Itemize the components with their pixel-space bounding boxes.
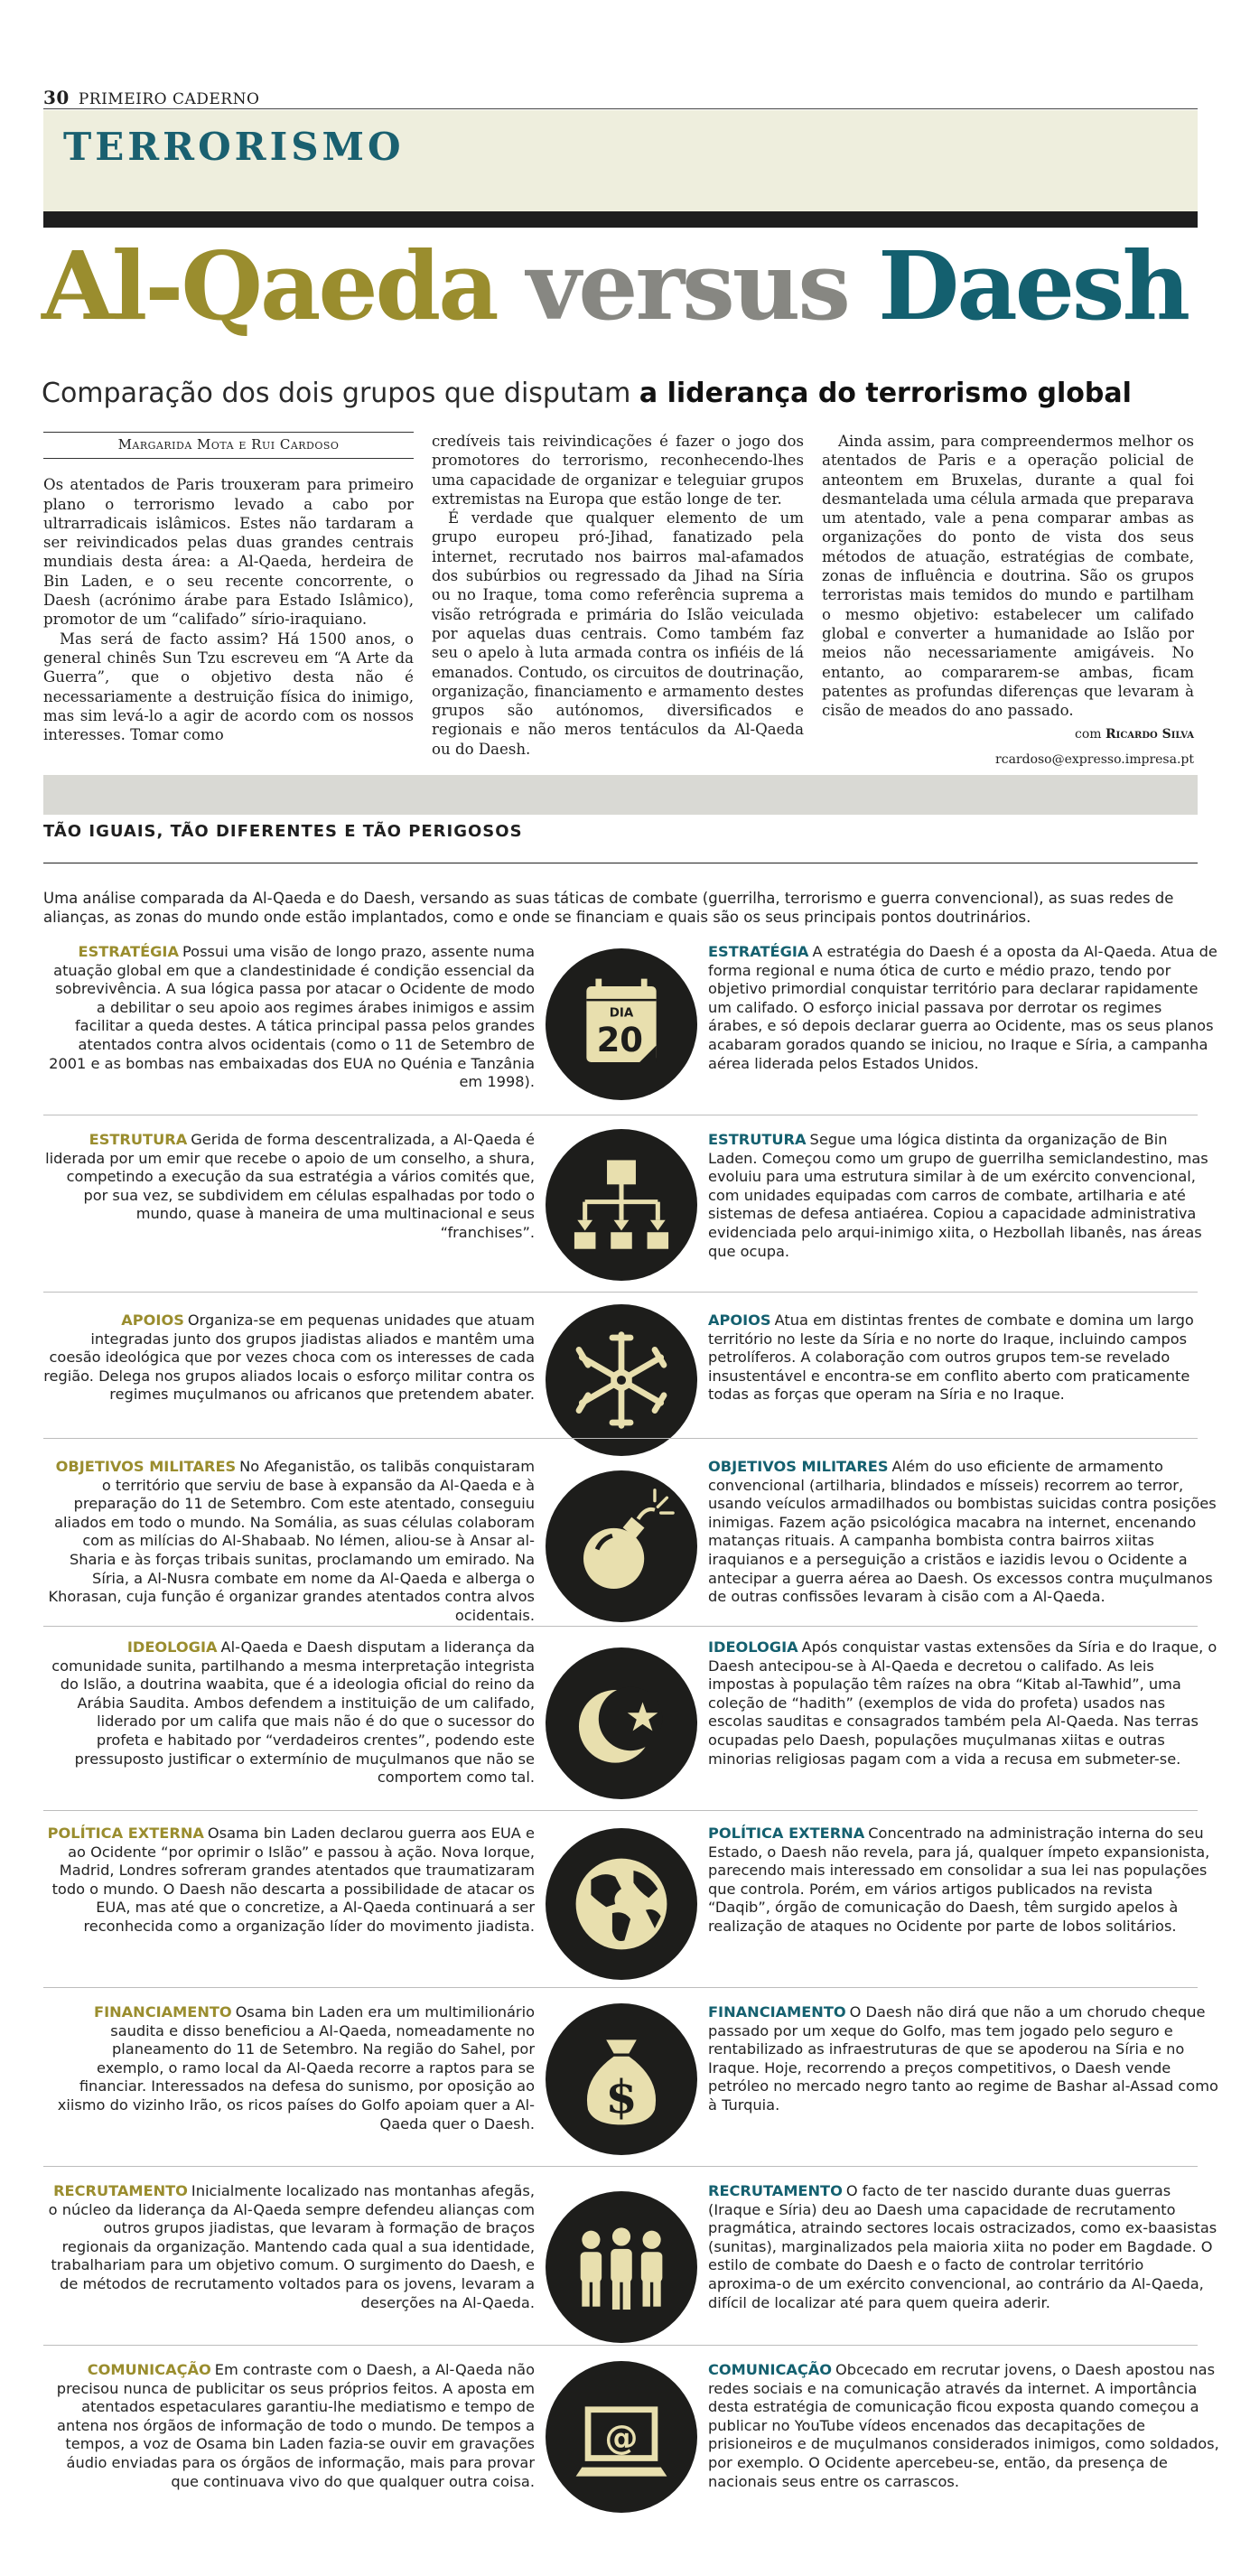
signature [822, 725, 1194, 744]
comparison-row [43, 2361, 1219, 2524]
people-icon [546, 2191, 697, 2343]
al-qaeda-text [43, 2182, 535, 2312]
calendar-label: DIA [609, 1006, 634, 1021]
row-divider [43, 1438, 1198, 1439]
row-key: ESTRATÉGIA [78, 943, 179, 960]
al-qaeda-body: Possui uma visão de longo prazo, assente numa atuação global em que a clandestinidade é condição essencial da sobrevivência. A sua lógica passa por atacar o Ocidente de modo a debilitar o seu apoio aos regimes árabes inimigos e assim facilitar a queda destes. A tática principal passa pelos grandes atentados contra alvos ocidentais (como o 11 de Setembro de 2001 e as bombas nas embaixadas dos EUA no Quénia e Tanzânia em 1998). [49, 943, 535, 1091]
article-paragraph: credíveis tais reivindicações é fazer o jogo dos promotores do terrorismo, reconhecendo-lhes uma capacidade de organizar e teleguiar grupos extremistas na Europa que estão longe de ter. [432, 433, 804, 508]
row-key: APOIOS [708, 1311, 771, 1329]
headline-part3: Daesh [878, 230, 1189, 341]
row-divider [43, 1292, 1198, 1293]
subhead-bold: a liderança do terrorismo global [639, 378, 1132, 409]
comparison-row [43, 943, 1217, 1107]
article-column-1 [43, 432, 414, 744]
row-key: ESTRUTURA [708, 1131, 807, 1148]
al-qaeda-text [43, 1458, 535, 1625]
at-sign-icon [546, 2361, 697, 2513]
row-key: OBJETIVOS MILITARES [55, 1458, 237, 1475]
daesh-text [708, 1638, 1219, 1769]
subheadline [42, 378, 1132, 409]
page-header [43, 87, 259, 108]
daesh-text [708, 1458, 1219, 1607]
daesh-body: A estratégia do Daesh é a oposta da Al-Qaeda. Atua de forma regional e numa ótica de curto e médio prazo, tendo por objetivo primordial conquistar território para declarar rapidamente um califado. O esforço inicial passava por derrotar os regimes árabes, e só depois declarar guerra ao Ocidente, mas os seus planos acabaram gorados quando se iniciou, no Iraque e Síria, a campanha aérea liderada pelos Estados Unidos. [708, 943, 1217, 1072]
al-qaeda-body: Osama bin Laden declarou guerra aos EUA e ao Ocidente “por oprimir o Islão” e passou à ação. Nova Iorque, Madrid, Londres sofreram grandes atentados que traumatizaram todo o mundo. O Daesh não descarta a possibilidade de atacar os EUA, mas até que o concretize, a Al-Qaeda continuará a ser reconhecida como a organização líder do movimento jiadista. [51, 1825, 535, 1935]
infographic-title: TÃO IGUAIS, TÃO DIFERENTES E TÃO PERIGOSOS [43, 822, 523, 841]
row-divider [43, 1810, 1198, 1811]
al-qaeda-text [43, 2361, 535, 2491]
row-key: COMUNICAÇÃO [708, 2361, 833, 2378]
article-paragraph: Mas será de facto assim? Há 1500 anos, o general chinês Sun Tzu escreveu em “A Arte da Guerra”, que o objetivo desta não é necessariamente a destruição física do inimigo, mas sim levá-lo a agir de acordo com os nossos interesses. Tomar como [43, 630, 414, 744]
infographic-band [43, 775, 1198, 815]
row-divider [43, 2345, 1198, 2346]
infographic-intro: Uma análise comparada da Al-Qaeda e do Daesh, versando as suas táticas de combate (guerrilha, terrorismo e guerra convencional), as suas redes de alianças, as zonas do mundo onde estão implantados, como e onde se financiam e quais são os seus principais pontos doutrinários. [43, 890, 1174, 926]
row-divider [43, 1987, 1198, 1988]
calendar-day: 20 [596, 1021, 644, 1060]
al-qaeda-text [43, 2003, 535, 2133]
author-email[interactable]: rcardoso@expresso.impresa.pt [995, 751, 1194, 767]
row-key: FINANCIAMENTO [708, 2003, 846, 2021]
row-key: APOIOS [121, 1311, 184, 1329]
al-qaeda-text [43, 1638, 535, 1787]
crescent-star-icon [546, 1647, 697, 1799]
signature-prefix: com [1075, 727, 1102, 742]
comparison-row [43, 1458, 1217, 1629]
row-divider [43, 1626, 1198, 1627]
comparison-row [43, 1825, 1210, 1987]
al-qaeda-body: No Afeganistão, os talibãs conquistaram o território que serviu de base à expansão da Al-Qaeda e à preparação do 11 de Setembro. Com este atentado, conseguiu aliados em todo o mundo. Na Somália, as suas células colaboram com as milícias do Al-Shabaab. No Iémen, aliou-se à Ansar al-Sharia e às forças tribais sunitas, proclamando um emirado. Na Síria, a Al-Nusra combate em nome da Al-Qaeda e alberga o Khorasan, cuja função é organizar grandes atentados contra alvos ocidentais. [48, 1458, 535, 1624]
comparison-row [43, 1131, 1208, 1284]
daesh-body: Atua em distintas frentes de combate e domina um largo território no leste da Síria e no norte do Iraque, incluindo campos petrolíferos. A colaboração com outros grupos tem-se revelado insustentável e encontra-se em conflito aberto com praticamente todas as forças que operam na Síria e no Iraque. [708, 1311, 1194, 1404]
comparison-row [43, 1638, 1217, 1810]
row-key: ESTRATÉGIA [708, 943, 809, 960]
org-chart-icon [546, 1129, 697, 1281]
daesh-body: Após conquistar vastas extensões da Síria e do Iraque, o Daesh antecipou-se à Al-Qaeda e decretou o califado. As leis impostas à população têm raízes na obra “Kitab al-Tawhid”, uma coleção de “hadith” (exemplos de vida do profeta) usados nas escolas sauditas e consagrados também pela Al-Qaeda. Nas terras ocupadas pelo Daesh, populações muçulmanas xiitas e outras minorias religiosas pagam com a vida a recusa em submeter-se. [708, 1638, 1217, 1768]
calendar-icon [546, 948, 697, 1100]
al-qaeda-body: Organiza-se em pequenas unidades que atuam integradas junto dos grupos jiadistas aliados e mantêm uma coesão ideológica que por vezes choca com os interesses de cada região. Delega nos grupos aliados locais o esforço militar contra os regimes muçulmanos ou africanos que pretendem abater. [43, 1311, 535, 1404]
daesh-text [708, 1825, 1219, 1937]
globe-icon [546, 1828, 697, 1980]
al-qaeda-text [43, 1131, 535, 1243]
headline-part2: versus [526, 230, 848, 341]
daesh-body: Além do uso eficiente de armamento convencional (artilharia, blindados e mísseis) recorrem ao terror, usando veículos armadilhados ou bombistas suicidas contra posições inimigas. Fazem ação psicológica macabra na internet, encenando matanças rituais. A campanha bombista contra bairros xiitas iraquianos e a perseguição a cristãos e iazidis levou o Ocidente a antecipar a guerra aérea ao Daesh. Os excessos contra muçulmanos de outras confissões levaram à cisão com a Al-Qaeda. [708, 1458, 1217, 1606]
daesh-text [708, 943, 1219, 1073]
comparison-row [43, 2182, 1217, 2345]
row-key: RECRUTAMENTO [708, 2182, 843, 2199]
svg-text:@: @ [604, 2418, 639, 2458]
daesh-body: Obcecado em recrutar jovens, o Daesh apostou nas redes sociais e na comunicação através da internet. A importância desta estratégia de comunicação ficou exposta quando começou a publicar no YouTube vídeos encenados das decapitações de prisioneiros e de muçulmanos considerados inimigos, como soldados, por exemplo. O Ocidente apercebeu-se, então, da presença de nacionais seus entre os carrascos. [708, 2361, 1219, 2490]
row-key: RECRUTAMENTO [53, 2182, 188, 2199]
article-column-3 [822, 432, 1194, 770]
row-key: IDEOLOGIA [126, 1638, 218, 1656]
row-key: POLÍTICA EXTERNA [708, 1825, 865, 1842]
row-key: FINANCIAMENTO [94, 2003, 232, 2021]
daesh-text [708, 1311, 1219, 1405]
svg-text:$: $ [605, 2069, 638, 2123]
al-qaeda-body: Gerida de forma descentralizada, a Al-Qaeda é liderada por um emir que recebe o apoio de um conselho, a shura, competindo a execução da sua estratégia a vários comités que, por sua vez, se subdividem em células espalhadas por todo o mundo, quase à maneira de uma multinacional e seus “franchises”. [45, 1131, 535, 1241]
daesh-body: Concentrado na administração interna do seu Estado, o Daesh não revela, para já, qualquer ímpeto expansionista, parecendo mais interessado em consolidar a sua lei nas populações que controla. Porém, em vários artigos publicados na revista “Daqib”, órgão de comunicação do Daesh, têm surgido apelos à realização de ataques no Ocidente por parte de lobos solitários. [708, 1825, 1210, 1935]
page-number: 30 [43, 87, 70, 108]
daesh-text [708, 2182, 1219, 2312]
article-paragraph: Ainda assim, para compreendermos melhor os atentados de Paris e a operação policial de anteontem em Bruxelas, durante a qual foi desmantelada uma célula armada que preparava um atentado, vale a pena comparar ambas as organizações do ponto de vista dos seus métodos de atuação, estratégias de combate, zonas de influência e doutrina. São os grupos terroristas mais temidos do mundo e partilham o mesmo objetivo: estabelecer um califado global e converter a humanidade ao Islão por meios não necessariamente amigáveis. No entanto, ao compararem-se ambas, ficam patentes as profundas diferenças que levaram à cisão de meados do ano passado. [822, 433, 1194, 720]
signature-name: Ricardo Silva [1105, 727, 1194, 742]
daesh-body: Segue uma lógica distinta da organização de Bin Laden. Começou como um grupo de guerrilha semiclandestino, mas evoluiu para uma estrutura similar à de um exército convencional, com unidades equipadas com carros de combate, artilharia e até sistemas de defesa antiaérea. Copiou a capacidade administrativa evidenciada pelo arqui-inimigo xiita, o Hezbollah libanês, nas áreas que ocupa. [708, 1131, 1208, 1260]
headline [42, 230, 1188, 341]
subhead-lead: Comparação dos dois grupos que disputam [42, 378, 639, 409]
article-paragraph: É verdade que qualquer elemento de um grupo europeu pró-Jihad, fanatizado pela internet, recrutado nos bairros mal-afamados dos subúrbios ou regressado da Jihad na Síria ou no Iraque, toma como referência suprema a visão retrógrada e primária do Islão veiculada por aquelas duas centrais. Como também faz seu o apelo à luta armada contra os infiéis de lá emanados. Contudo, os circuitos de doutrinação, organização, financiamento e armamento destes grupos são autónomos, diversificados e regionais e não meros tentáculos da Al-Qaeda ou do Daesh. [432, 509, 804, 758]
daesh-text [708, 2361, 1219, 2491]
comparison-row [43, 1311, 1198, 1447]
money-bag-icon [546, 2003, 697, 2155]
byline: Margarida Mota e Rui Cardoso [43, 432, 414, 459]
al-qaeda-text [43, 1825, 535, 1937]
bomb-icon [546, 1470, 697, 1622]
row-divider [43, 2166, 1198, 2167]
headline-bar [43, 211, 1198, 228]
al-qaeda-body: Al-Qaeda e Daesh disputam a liderança da comunidade sunita, partilhando a mesma interpretação integrista do Islão, a doutrina waabita, que é a ideologia oficial do reino da Arábia Saudita. Ambos defendem a instituição de um califado, liderado por um califa que mais não é do que o sucessor do profeta e habitado por “verdadeiros crentes”, podendo este pressuposto justificar o extermínio de muçulmanos que não se comportem como tal. [51, 1638, 535, 1787]
al-qaeda-body: Em contraste com o Daesh, a Al-Qaeda não precisou nunca de publicitar os seus próprios feitos. A aposta em atentados espetaculares garantiu-lhe mediatismo e tempo de antena nos órgãos de informação de todo o mundo. De tempos a tempos, a voz de Osama bin Laden fazia-se ouvir em gravações áudio enviadas para os órgãos de informação, mais para provar que continuava vivo do que qualquer outra coisa. [56, 2361, 535, 2490]
al-qaeda-body: Inicialmente localizado nas montanhas afegãs, o núcleo da liderança da Al-Qaeda sempre defendeu alianças com outros grupos jiadistas, que levaram à formação de braços regionais da organização. Mantendo cada qual a sua identidade, trabalhariam para um objetivo comum. O surgimento do Daesh, e de métodos de recrutamento voltados para os jovens, levaram a deserções na Al-Qaeda. [48, 2182, 535, 2311]
row-key: ESTRUTURA [89, 1131, 188, 1148]
article-column-2 [432, 432, 804, 759]
section-name: PRIMEIRO CADERNO [78, 90, 260, 108]
row-key: POLÍTICA EXTERNA [47, 1825, 204, 1842]
topic-label: TERRORISMO [63, 125, 405, 169]
topic-band [43, 110, 1198, 211]
daesh-body: O facto de ter nascido durante duas guerras (Iraque e Síria) deu ao Daesh uma capacidade de recrutamento pragmática, atraindo sectores locais ostracizados, como ex-baasistas (sunitas), marginalizados pela maioria xiita no poder em Bagdade. O estilo de combate do Daesh e o facto de controlar território aproxima-o de um exército convencional, ao contrário da Al-Qaeda, difícil de localizar até para quem queira aderir. [708, 2182, 1217, 2311]
al-qaeda-text [43, 1311, 535, 1405]
network-icon [546, 1304, 697, 1456]
row-key: COMUNICAÇÃO [87, 2361, 211, 2378]
al-qaeda-text [43, 943, 535, 1092]
headline-part1: Al-Qaeda [42, 230, 497, 341]
daesh-text [708, 2003, 1219, 2115]
daesh-text [708, 1131, 1219, 1261]
al-qaeda-body: Osama bin Laden era um multimilionário saudita e disso beneficiou a Al-Qaeda, nomeadamente no planeamento do 11 de Setembro. Na região do Sahel, por exemplo, o ramo local da Al-Qaeda recorre a raptos para se financiar. Interessados na defesa do sunismo, por oposição ao xiismo do vizinho Irão, os ricos países do Golfo apoiam quer a Al-Qaeda quer o Daesh. [57, 2003, 535, 2133]
row-key: IDEOLOGIA [708, 1638, 798, 1656]
comparison-row [43, 2003, 1218, 2157]
header-rule [43, 108, 1198, 109]
row-key: OBJETIVOS MILITARES [708, 1458, 889, 1475]
daesh-body: O Daesh não dirá que não a um chorudo cheque passado por um xeque do Golfo, mas tem jogado pelo seguro e rentabilizado as infraestruturas de que se apoderou na Síria e no Iraque. Hoje, recorrendo a preços competitivos, o Daesh vende petróleo no mercado negro tanto ao regime de Bashar al-Assad como à Turquia. [708, 2003, 1218, 2114]
article-paragraph: Os atentados de Paris trouxeram para primeiro plano o terrorismo levado a cabo por ultrarradicais islâmicos. Estes não tardaram a ser reivindicados pelas duas grandes centrais mundiais desta área: a Al-Qaeda, herdeira de Bin Laden, e o seu recente concorrente, o Daesh (acrónimo árabe para Estado Islâmico), promotor de um “califado” sírio-iraquiano. [43, 476, 414, 629]
